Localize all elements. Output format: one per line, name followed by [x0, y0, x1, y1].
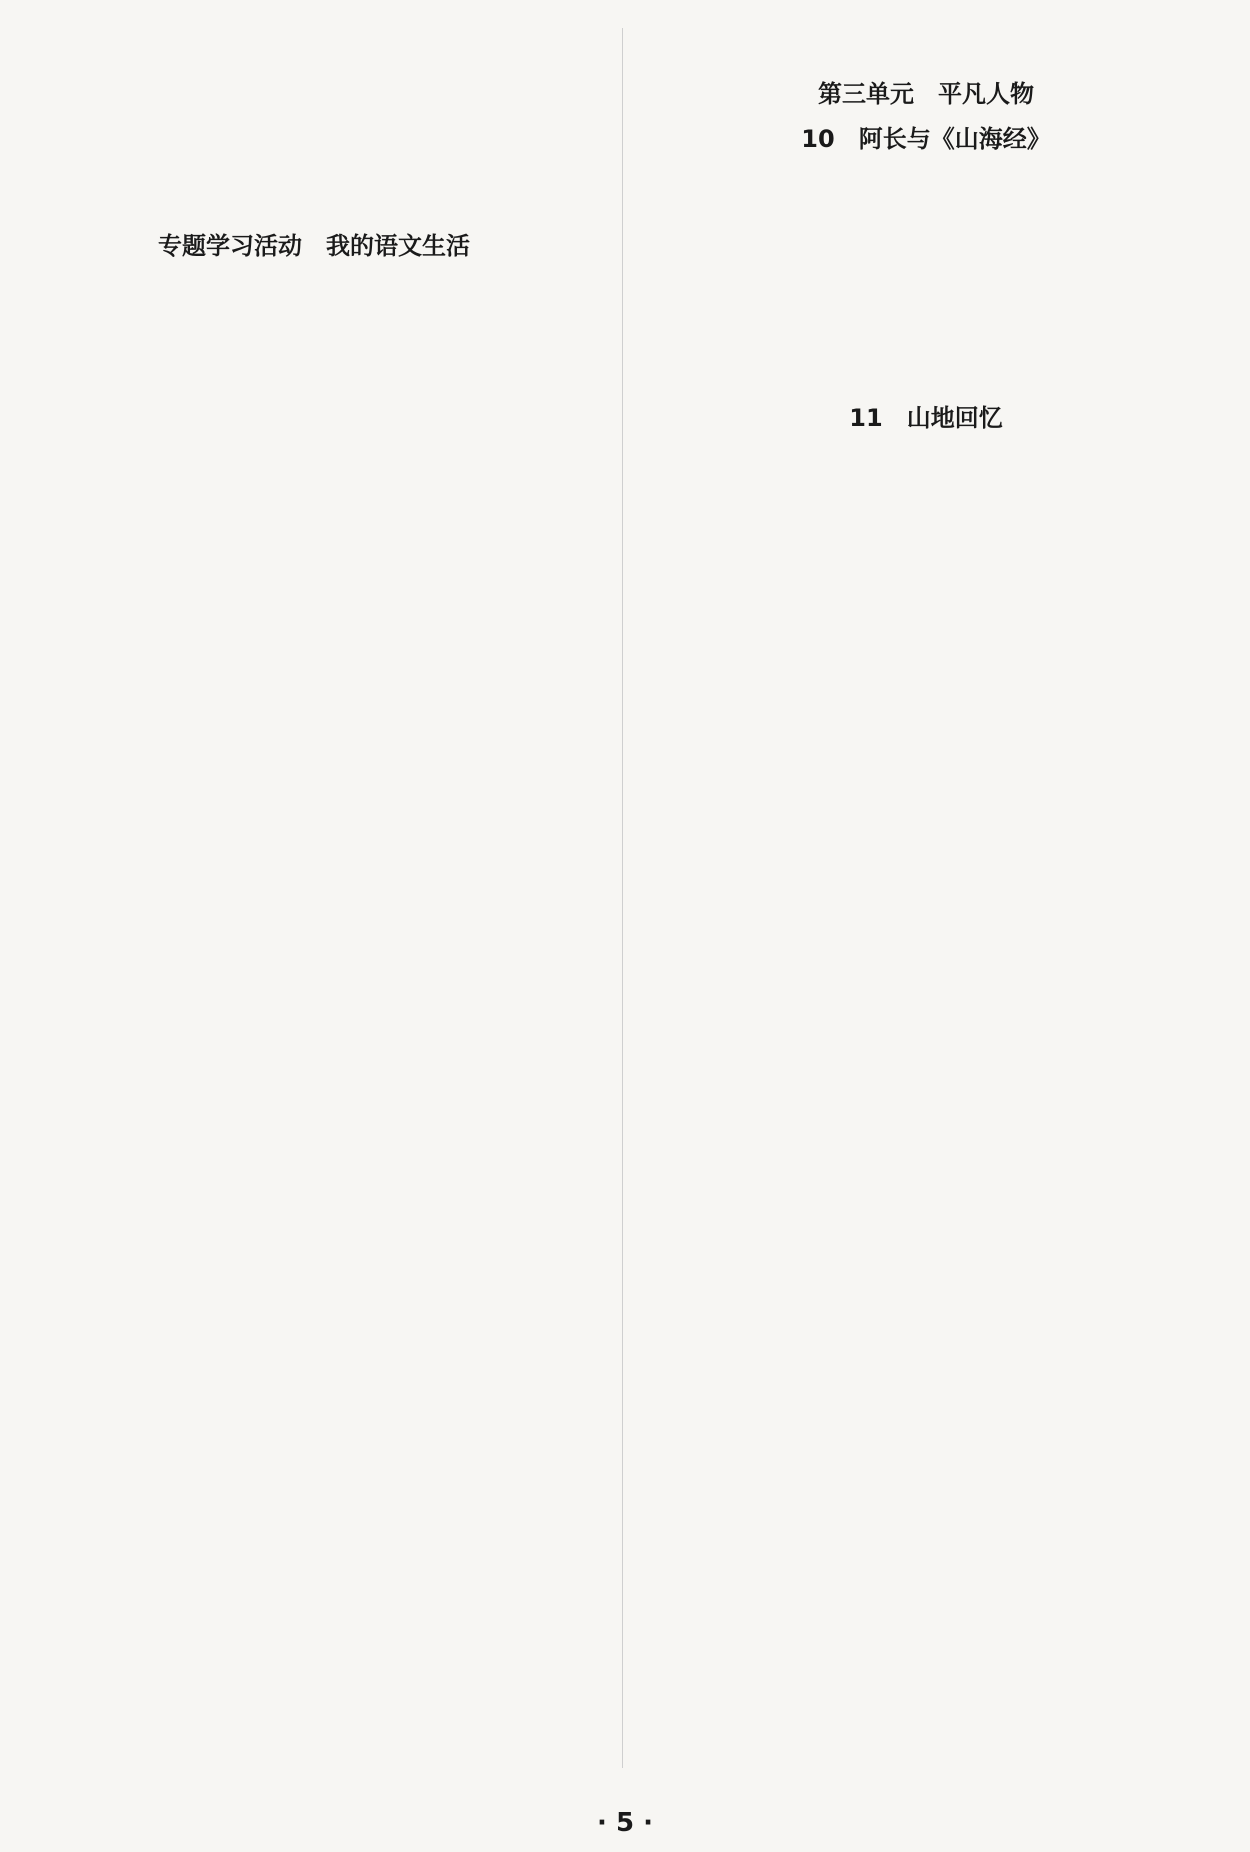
- paragraph: [34, 142, 594, 178]
- column-divider: [622, 28, 623, 1768]
- paragraph: [646, 352, 1206, 388]
- paragraph: [34, 307, 594, 343]
- page-number: · 5 ·: [597, 1808, 653, 1838]
- paragraph: [34, 66, 594, 102]
- chapter-heading-10: 10 阿长与《山海经》: [801, 125, 1051, 153]
- chapter-heading-11: 11 山地回忆: [849, 404, 1003, 432]
- paragraph: [646, 28, 1206, 64]
- paragraph: [646, 238, 1206, 274]
- paragraph: [646, 441, 1206, 477]
- answer-page: [34, 28, 1216, 1808]
- unit-heading: 第三单元 平凡人物: [818, 80, 1034, 108]
- paragraph: [34, 104, 594, 140]
- paragraph: [34, 269, 594, 305]
- section-heading-special: 专题学习活动 我的语文生活: [158, 232, 470, 260]
- paragraph: [646, 276, 1206, 312]
- paragraph: [646, 162, 1206, 198]
- paragraph: [34, 28, 594, 64]
- left-column: [34, 28, 594, 1778]
- paragraph: [34, 345, 594, 381]
- right-column: [646, 28, 1206, 1778]
- paragraph: [34, 180, 594, 216]
- paragraph: [646, 200, 1206, 236]
- paragraph: [646, 314, 1206, 350]
